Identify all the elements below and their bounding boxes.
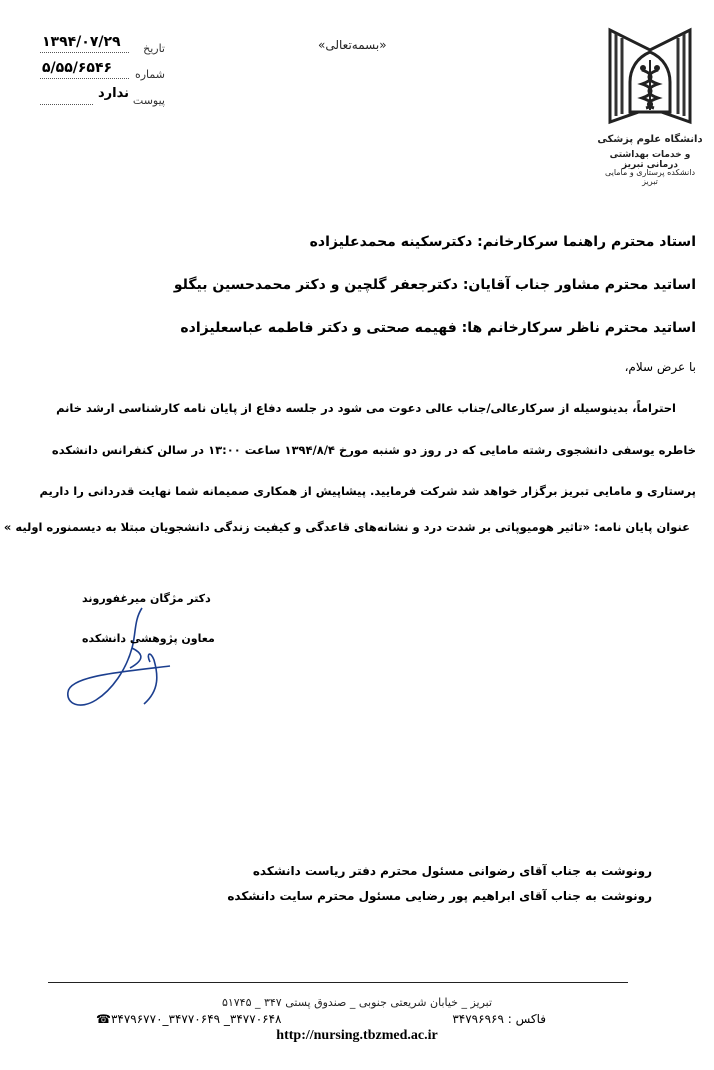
date-row — [40, 36, 165, 58]
university-logo — [596, 22, 704, 202]
logo-caption-line3: دانشکده پرستاری و مامایی تبریز — [604, 168, 696, 186]
cc-line: رونوشت به جناب آقای ابراهیم پور رضایی مسئول محترم سایت دانشکده — [227, 889, 652, 903]
website-link[interactable]: http://nursing.tbzmed.ac.ir — [276, 1028, 438, 1043]
greeting: با عرض سلام، — [624, 360, 696, 374]
attachment-label: پیوست — [132, 94, 165, 107]
body-line: پرستاری و مامایی تبریز برگزار خواهد شد شرکت فرمایید. پیشاپیش از همکاری صمیمانه شما نهایت قدردانی را داریم — [39, 484, 696, 498]
attachment-row — [40, 88, 165, 110]
handwritten-signature — [60, 600, 200, 720]
number-value: ۵/۵۵/۶۵۴۶ — [42, 60, 113, 76]
thesis-title: عنوان پایان نامه: «تاثیر هومیوپاتی بر شدت درد و نشانه‌های قاعدگی و کیفیت زندگی دانشجویان مبتلا به دیسمنوره اولیه » — [3, 520, 690, 534]
body-line: خاطره یوسفی دانشجوی رشته مامایی که در روز دو شنبه مورخ ۱۳۹۴/۸/۴ ساعت ۱۳:۰۰ در سالن کنفرانس دانشکده — [51, 443, 696, 457]
fax-number: ۳۴۷۹۶۹۶۹ — [452, 1012, 504, 1026]
dotted-line — [40, 104, 93, 105]
signatory-name: دکتر مژگان میرغفوروند — [82, 592, 211, 605]
fax-label: فاکس : — [507, 1012, 546, 1026]
attachment-value: ندارد — [97, 86, 129, 101]
date-label: تاریخ — [143, 42, 165, 55]
university-emblem-icon — [596, 22, 704, 132]
addressee-supervisor: استاد محترم راهنما سرکارخانم: دکترسکینه محمدعلیزاده — [309, 234, 696, 250]
phone-numbers: ۳۴۷۷۰۶۴۸_ ۳۴۷۷۰۶۴۹_۳۴۷۹۶۷۷۰ — [110, 1012, 282, 1026]
footer-fax — [452, 1012, 546, 1026]
signature-stroke — [68, 608, 170, 705]
date-value: ۱۳۹۴/۰۷/۲۹ — [42, 34, 121, 50]
dotted-line — [40, 78, 129, 79]
logo-caption-line2: و خدمات بهداشتی درمانی تبریز — [609, 150, 691, 170]
number-label: شماره — [134, 68, 165, 81]
telephone-icon: ☎ — [96, 1012, 111, 1026]
dotted-line — [40, 52, 129, 53]
body-line: احتراماً، بدینوسیله از سرکارعالی/جناب عالی دعوت می شود در جلسه دفاع از پایان نامه کارشناسی ارشد خانم — [56, 401, 676, 415]
footer-phones — [96, 1012, 281, 1026]
addressee-advisors: اساتید محترم مشاور جناب آقایان: دکترجعفر گلچین و دکتر محمدحسین بیگلو — [173, 277, 696, 293]
cc-line: رونوشت به جناب آقای رضوانی مسئول محترم دفتر ریاست دانشکده — [252, 864, 652, 878]
basmala-heading: «بسمه‌تعالی» — [318, 38, 387, 52]
footer-address: تبریز _ خیابان شریعتی جنوبی _ صندوق پستی ۳۴۷ _ ۵۱۷۴۵ — [221, 996, 493, 1009]
addressee-examiners: اساتید محترم ناظر سرکارخانم ها: فهیمه صحتی و دکتر فاطمه عباسعلیزاده — [180, 320, 696, 336]
number-row — [40, 62, 165, 84]
logo-caption-line1: دانشگاه علوم پزشکی — [597, 134, 703, 145]
footer-divider — [48, 982, 628, 983]
signatory-title: معاون پژوهشی دانشکده — [82, 632, 215, 645]
